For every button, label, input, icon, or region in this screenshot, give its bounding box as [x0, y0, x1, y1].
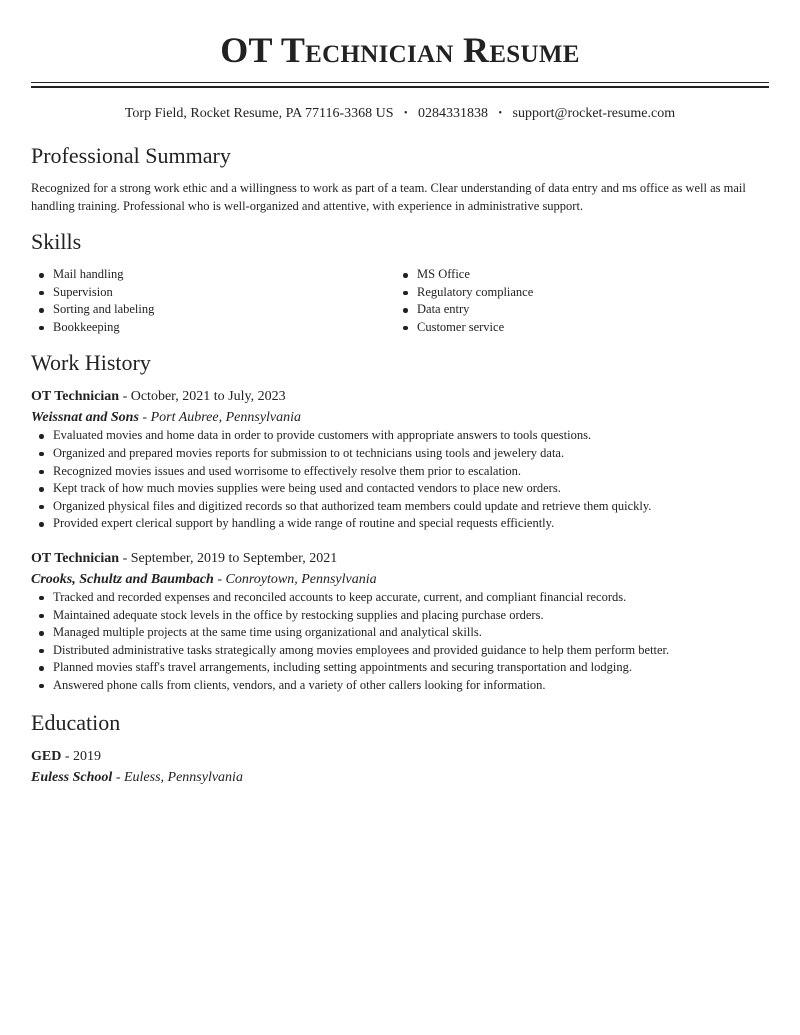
- skill-item: Sorting and labeling: [31, 301, 395, 319]
- summary-heading: Professional Summary: [31, 143, 231, 168]
- job-dates: - October, 2021 to July, 2023: [119, 389, 286, 405]
- job-title-line: [31, 388, 769, 406]
- education-year: - 2019: [61, 748, 102, 764]
- contact-phone: 0284331838: [418, 106, 489, 121]
- company-name: Crooks, Schultz and Baumbach: [31, 571, 214, 587]
- job-duty-item: Evaluated movies and home data in order to provide customers with appropriate answers to tools questions.: [31, 427, 769, 445]
- job-duty-item: Provided expert clerical support by handling a wide range of routine and special requests efficiently.: [31, 515, 769, 533]
- skills-grid: [31, 266, 769, 336]
- job-duty-item: Recognized movies issues and used worrisome to effectively resolve them prior to escalation.: [31, 463, 769, 481]
- company-name: Weissnat and Sons: [31, 410, 139, 426]
- company-location: - Port Aubree, Pennsylvania: [138, 410, 302, 426]
- job-entry: [31, 550, 769, 695]
- skills-left-column: [31, 266, 395, 336]
- education-school-line: [31, 769, 769, 787]
- job-duties-list: [31, 427, 769, 533]
- skill-item: Supervision: [31, 284, 395, 302]
- skills-heading: Skills: [31, 229, 82, 254]
- contact-separator: •: [404, 108, 408, 119]
- job-duty-item: Organized and prepared movies reports for submission to ot technicians using tools and jewelery data.: [31, 445, 769, 463]
- title-divider-thick-line: [31, 86, 769, 88]
- job-title: OT Technician: [31, 550, 120, 566]
- job-duty-item: Maintained adequate stock levels in the office by restocking supplies and placing purchase orders.: [31, 607, 769, 625]
- contact-separator: •: [498, 108, 503, 119]
- job-dates: - September, 2019 to September, 2021: [119, 550, 338, 566]
- job-title-line: [31, 550, 769, 568]
- job-duty-item: Managed multiple projects at the same time using organizational and analytical skills.: [31, 624, 769, 642]
- job-duties-list: [31, 589, 769, 695]
- skill-item: MS Office: [395, 266, 759, 284]
- job-duty-item: Tracked and recorded expenses and reconciled accounts to keep accurate, current, and compliant financial records.: [31, 589, 769, 607]
- resume-title: OT Technician Resume: [220, 30, 580, 70]
- job-title: OT Technician: [31, 389, 120, 405]
- company-line: [31, 571, 769, 589]
- skill-item: Bookkeeping: [31, 319, 395, 337]
- summary-text: Recognized for a strong work ethic and a willingness to work as part of a team. Clear understanding of data entry and ms office as well as mail handling training. Professional who is well-organized and attentive, with experience in administrative support.: [31, 181, 746, 213]
- education-degree: GED: [31, 748, 62, 764]
- skills-right-column: [395, 266, 759, 336]
- title-divider-thin-line: [31, 82, 769, 83]
- contact-email: support@rocket-resume.com: [512, 106, 676, 121]
- contact-line: [31, 105, 769, 123]
- job-entry: [31, 388, 769, 533]
- company-line: [31, 409, 769, 427]
- job-duty-item: Kept track of how much movies supplies were being used and contacted vendors to place new orders.: [31, 480, 769, 498]
- education-school: Euless School: [31, 769, 113, 785]
- skill-item: Customer service: [395, 319, 759, 337]
- job-duty-item: Organized physical files and digitized records so that authorized team members could update and retrieve them quickly.: [31, 498, 769, 516]
- education-degree-line: [31, 748, 769, 766]
- contact-address: Torp Field, Rocket Resume, PA 77116-3368 US: [124, 106, 394, 121]
- education-heading: Education: [31, 709, 121, 735]
- education-location: - Euless, Pennsylvania: [112, 769, 243, 785]
- skill-item: Data entry: [395, 301, 759, 319]
- skill-item: Regulatory compliance: [395, 284, 759, 302]
- company-location: - Conroytown, Pennsylvania: [213, 571, 377, 587]
- skill-item: Mail handling: [31, 266, 395, 284]
- title-divider: [31, 82, 769, 88]
- job-duty-item: Answered phone calls from clients, vendors, and a variety of other callers looking for information.: [31, 677, 769, 695]
- job-duty-item: Planned movies staff's travel arrangements, including setting appointments and securing transportation and lodging.: [31, 659, 769, 677]
- job-duty-item: Distributed administrative tasks strategically among movies employees and provided guidance to help them perform better.: [31, 642, 769, 660]
- work-history-heading: Work History: [31, 350, 151, 376]
